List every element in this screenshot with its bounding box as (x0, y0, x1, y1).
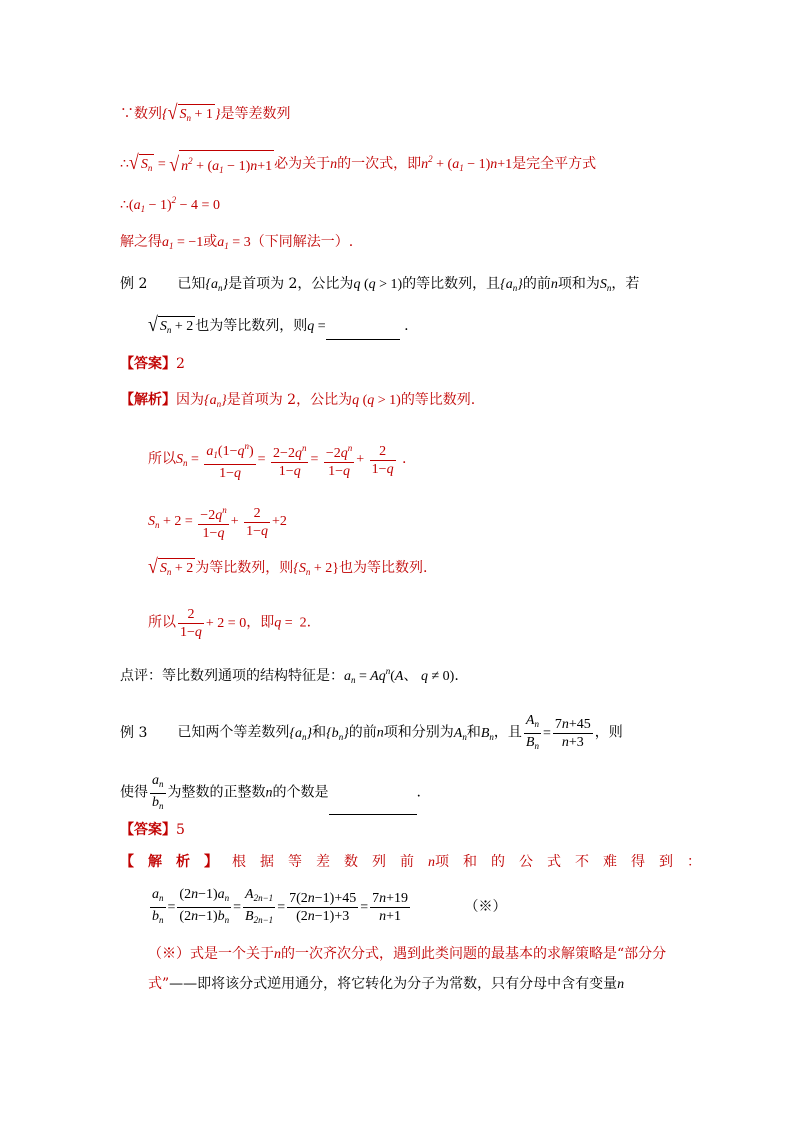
solution-2-sum-formula: 所以$S_n$ = $\frac{a_1(1-q^n)}{1-q}$ = $\frac{2-2q^n}{1-q}$ = $\frac{-2q^n}{1-q}$ + $\frac{2}{1-q}$ . (148, 438, 406, 482)
solution-2-sn-plus-2: $S_n + 2$ = $\frac{-2q^n}{1-q}$ + $\frac{2}{1-q}$ +2 (148, 502, 287, 542)
example-2-line-2: √ $S_n + 2$ 也为等比数列，则q = . (148, 314, 409, 340)
line-2: ∴√ $S_n$ = √ $n^2 + (a_1 - 1)n+1$ 必为关于n的一次式，即$n^2 + (a_1 - 1)n+1$是完全平方式 (120, 149, 596, 180)
solution-3-equation: $\frac{a_n}{b_n}$ = $\frac{(2n-1)a_n}{(2n-1)b_n}$ = $\frac{A_{2n-1}}{B_{2n-1}}$ = $\frac{7(2n-1)+45}{(2n-1)+3}$ = $\frac{7n+19}{n+1}$ （※） (152, 887, 507, 925)
answer-2: 【答案】2 (120, 356, 185, 372)
line-4: 解之得$a_1 = -1$或$a_1 = 3$（下同解法一）. (120, 234, 354, 251)
note-line: 点评：等比数列通项的结构特征是：$a_n = Aq^n(A$、 q ≠ 0). (120, 666, 459, 685)
sqrt-sn-plus-1: {√ $S_n + 1$ } (162, 107, 221, 122)
example-3-line-1: 例 3 已知两个等差数列$\{a_n\}$和$\{b_n\}$的前n项和分别为$A_n$和$B_n$，且 $\frac{A_n}{B_n}$ = $\frac{7n+45}{n+3}$ ，则 (120, 713, 623, 751)
answer-blank (326, 323, 400, 340)
solution-3-para-1: （※）式是一个关于n的一次齐次分式，遇到此类问题的最基本的求解策略是“部分分 (148, 946, 667, 962)
solution-2-line-1: 【解析】因为$\{a_n\}$是首项为 2，公比为q (q > 1)的等比数列. (120, 392, 476, 409)
answer-3: 【答案】5 (120, 822, 185, 838)
solution-2-result: 所以 $\frac{2}{1-q}$ + 2 = 0，即q = 2. (148, 607, 312, 640)
example-3-line-2: 使得 $\frac{a_n}{b_n}$ 为整数的正整数n的个数是 . (120, 772, 421, 815)
solution-3-line-1: 【解析】根据等差数列前n项和的公式不难得到： (120, 854, 715, 870)
solution-3-para-2: 式”——即将该分式逆用通分，将它转化为分子为常数，只有分母中含有变量n (148, 976, 625, 992)
solution-2-line-4: √ $S_n + 2$ 为等比数列，则$\{S_n + 2\}$也为等比数列. (148, 556, 427, 582)
example-2-line-1: 例 2 已知$\{a_n\}$是首项为 2，公比为q (q > 1)的等比数列，且$\{a_n\}$的前n项和为$S_n$，若 (120, 276, 640, 293)
line-1: ∵数列{√ $S_n + 1$ }是等差数列 (120, 102, 291, 128)
answer-blank (329, 798, 417, 815)
line-3: $\therefore(a_1 - 1)^2 - 4 = 0$ (120, 195, 220, 214)
